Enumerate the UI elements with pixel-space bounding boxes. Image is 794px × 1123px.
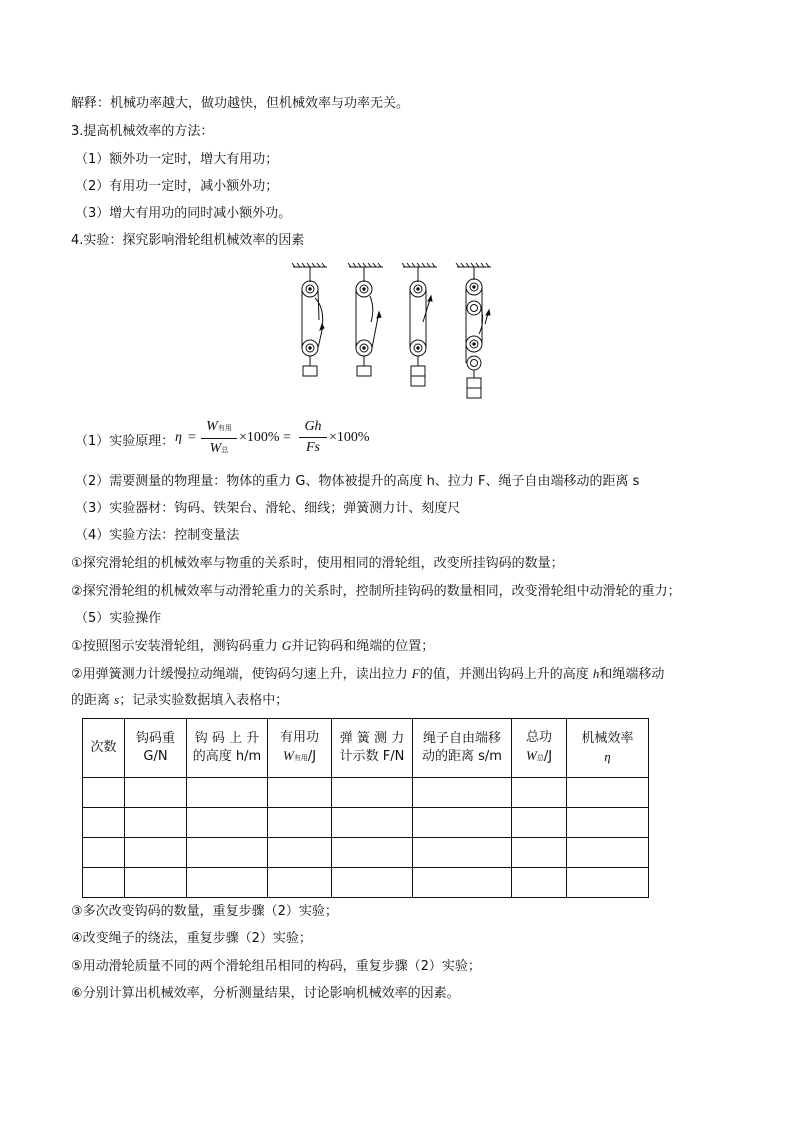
pulley-systems-figure <box>285 262 507 404</box>
header-useful-work: 有用功 W有用/J <box>268 719 332 778</box>
numerator-subscript: 有用 <box>217 424 232 432</box>
header-total-work: 总功 W总/J <box>512 719 567 778</box>
step-1: ①按照图示安装滑轮组，测钩码重力 G并记钩码和绳端的位置； <box>71 638 435 654</box>
equipment: （3）实验器材：钩码、铁架台、滑轮、细线；弹簧测力计、刻度尺 <box>75 501 461 516</box>
table-row <box>83 778 649 808</box>
times-100-equals: ×100% = <box>239 430 291 445</box>
formula-label: （1）实验原理： <box>75 434 175 449</box>
step-6: ⑥分别计算出机械效率，分析测量结果，讨论影响机械效率的因素。 <box>71 986 460 1001</box>
header-efficiency: 机械效率 η <box>567 719 649 778</box>
measured-quantities: （2）需要测量的物理量：物体的重力 G、物体被提升的高度 h、拉力 F、绳子自由端移动的距离 s <box>75 474 640 489</box>
pulley-system-4 <box>456 263 491 398</box>
explanation-line: 解释：机械功率越大，做功越快，但机械效率与功率无关。 <box>71 96 410 111</box>
table-row <box>83 808 649 838</box>
step-2: ②用弹簧测力计缓慢拉动绳端，使钩码匀速上升，读出拉力 F的值，并测出钩码上升的高度 h和绳端移动 <box>71 666 665 682</box>
fraction-useful-over-total <box>201 418 237 459</box>
step-2-continued: 的距离 s；记录实验数据填入表格中； <box>71 692 289 708</box>
header-rope-distance: 绳子自由端移 动的距离 s/m <box>413 719 512 778</box>
step-4: ④改变绳子的绕法，重复步骤（2）实验； <box>71 931 312 946</box>
equals-sign: = <box>188 430 196 445</box>
pulley-system-3 <box>402 263 437 386</box>
denominator-w: W <box>209 441 222 456</box>
eta-symbol: η <box>175 430 182 445</box>
control-1: ①探究滑轮组的机械效率与物重的关系时，使用相同的滑轮组，改变所挂钩码的数量； <box>71 556 564 571</box>
pulley-system-2 <box>348 263 383 376</box>
denominator-subscript: 总 <box>221 446 229 454</box>
table-row <box>83 868 649 898</box>
header-spring-reading: 弹 簧 测 力 计示数 F/N <box>332 719 413 778</box>
numerator-gh: Gh <box>304 419 322 434</box>
section-3-heading: 3.提高机械效率的方法： <box>71 124 214 139</box>
data-table <box>82 718 649 898</box>
control-2: ②探究滑轮组的机械效率与动滑轮重力的关系时，控制所挂钩码的数量相同，改变滑轮组中动滑轮的重力； <box>71 584 681 599</box>
step-5: ⑤用动滑轮质量不同的两个滑轮组吊相同的构码，重复步骤（2）实验； <box>71 959 481 974</box>
denominator-fs: Fs <box>306 440 320 455</box>
header-hook-weight: 钩码重 G/N <box>125 719 187 778</box>
pulley-system-1 <box>292 263 327 376</box>
header-count: 次数 <box>83 719 125 778</box>
method-1: （1）额外功一定时，增大有用功； <box>75 152 279 167</box>
fraction-gh-over-fs <box>299 418 327 457</box>
operation-heading: （5）实验操作 <box>75 611 162 626</box>
numerator-w: W <box>206 419 218 434</box>
method-2: （2）有用功一定时，减小额外功； <box>75 179 279 194</box>
section-4-heading: 4.实验：探究影响滑轮组机械效率的因素 <box>71 233 305 248</box>
table-row <box>83 838 649 868</box>
method-3: （3）增大有用功的同时减小额外功。 <box>75 206 292 221</box>
table-header-row <box>83 719 649 778</box>
method: （4）实验方法：控制变量法 <box>75 528 240 543</box>
times-100: ×100% <box>329 430 370 445</box>
header-rise-height: 钩 码 上 升 的高度 h/m <box>187 719 268 778</box>
step-3: ③多次改变钩码的数量，重复步骤（2）实验； <box>71 904 338 919</box>
